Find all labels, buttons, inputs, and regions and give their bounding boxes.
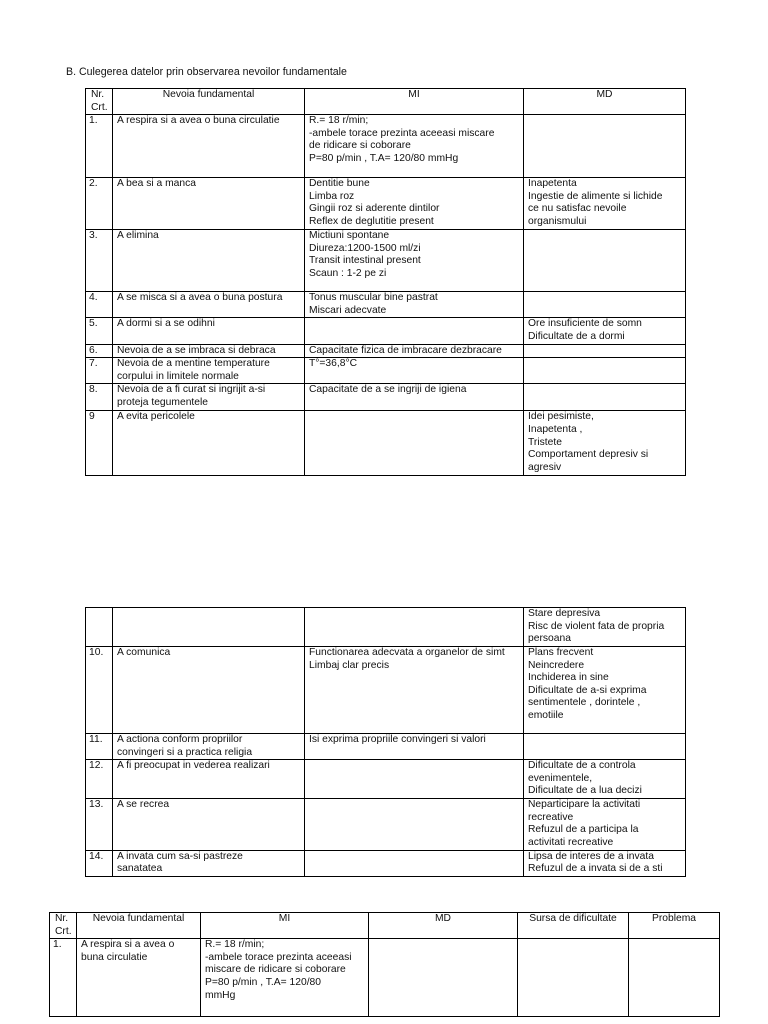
row-md: Stare depresiva Risc de violent fata de propria persoana: [524, 608, 686, 647]
table-row: [86, 230, 686, 292]
row-mi: R.= 18 r/min; -ambele torace prezinta aceeasi miscare de ridicare si coborare P=80 p/min , T.A= 120/80 mmHg: [201, 939, 369, 1017]
row-mi: [305, 318, 524, 344]
needs-table-3: [49, 912, 720, 1017]
table-row: [86, 178, 686, 230]
table-row: [86, 850, 686, 876]
row-md: Ore insuficiente de somn Dificultate de a dormi: [524, 318, 686, 344]
row-nr: 13.: [86, 799, 113, 850]
header-mi: MI: [201, 913, 369, 939]
row-nr: 12.: [86, 760, 113, 799]
table-row: [86, 799, 686, 850]
row-nr: 5.: [86, 318, 113, 344]
row-mi: R.= 18 r/min; -ambele torace prezinta aceeasi miscare de ridicare si coborare P=80 p/min , T.A= 120/80 mmHg: [305, 115, 524, 178]
row-nevoia: A respira si a avea o buna circulatie: [77, 939, 201, 1017]
row-nr: 8.: [86, 384, 113, 411]
row-md: [524, 344, 686, 358]
header-problema: Problema: [629, 913, 720, 939]
table-row: [86, 358, 686, 384]
header-nevoia: Nevoia fundamental: [113, 89, 305, 115]
row-mi: [305, 608, 524, 647]
row-mi: [305, 850, 524, 876]
row-mi: T°=36,8°C: [305, 358, 524, 384]
header-row: [50, 913, 720, 939]
row-nevoia: A comunica: [113, 647, 305, 734]
row-nevoia: A actiona conform propriilor convingeri si a practica religia: [113, 734, 305, 760]
row-mi: Mictiuni spontane Diureza:1200-1500 ml/zi Transit intestinal present Scaun : 1-2 pe zi: [305, 230, 524, 292]
row-md: Idei pesimiste, Inapetenta , Tristete Comportament depresiv si agresiv: [524, 411, 686, 476]
section-heading: B. Culegerea datelor prin observarea nevoilor fundamentale: [66, 66, 347, 78]
row-nevoia: A se recrea: [113, 799, 305, 850]
table-row: [86, 344, 686, 358]
header-nr: Nr. Crt.: [86, 89, 113, 115]
table-row: [86, 292, 686, 318]
row-nr: 7.: [86, 358, 113, 384]
row-nevoia: A bea si a manca: [113, 178, 305, 230]
row-mi: [305, 799, 524, 850]
row-nevoia: [113, 608, 305, 647]
row-mi: [305, 760, 524, 799]
header-nevoia: Nevoia fundamental: [77, 913, 201, 939]
row-md: [369, 939, 518, 1017]
header-md: MD: [524, 89, 686, 115]
table-row: [86, 760, 686, 799]
table-row: [86, 318, 686, 344]
header-row: [86, 89, 686, 115]
table-row: [50, 939, 720, 1017]
table-row: [86, 647, 686, 734]
row-nr: 3.: [86, 230, 113, 292]
row-nevoia: A dormi si a se odihni: [113, 318, 305, 344]
row-mi: Isi exprima propriile convingeri si valori: [305, 734, 524, 760]
row-nevoia: A respira si a avea o buna circulatie: [113, 115, 305, 178]
header-md: MD: [369, 913, 518, 939]
needs-table-1: [85, 88, 686, 476]
row-nr: 2.: [86, 178, 113, 230]
row-nevoia: Nevoia de a mentine temperature corpului in limitele normale: [113, 358, 305, 384]
row-mi: Capacitate fizica de imbracare dezbracare: [305, 344, 524, 358]
row-nr: 6.: [86, 344, 113, 358]
needs-table-2: [85, 607, 686, 877]
header-nr: Nr. Crt.: [50, 913, 77, 939]
row-md: Plans frecvent Neincredere Inchiderea in sine Dificultate de a-si exprima sentimentele , dorintele , emotiile: [524, 647, 686, 734]
row-mi: Tonus muscular bine pastrat Miscari adecvate: [305, 292, 524, 318]
table-row: [86, 734, 686, 760]
row-nevoia: A elimina: [113, 230, 305, 292]
row-nr: 10.: [86, 647, 113, 734]
row-md: Dificultate de a controla evenimentele, Dificultate de a lua decizi: [524, 760, 686, 799]
row-nr: [86, 608, 113, 647]
table-row: [86, 411, 686, 476]
row-nr: 9: [86, 411, 113, 476]
table-row: [86, 608, 686, 647]
row-md: [524, 230, 686, 292]
row-md: [524, 115, 686, 178]
row-nr: 1.: [50, 939, 77, 1017]
row-md: Neparticipare la activitati recreative Refuzul de a participa la activitati recreative: [524, 799, 686, 850]
row-nevoia: A invata cum sa-si pastreze sanatatea: [113, 850, 305, 876]
header-mi: MI: [305, 89, 524, 115]
row-nr: 14.: [86, 850, 113, 876]
row-md: [524, 358, 686, 384]
row-nevoia: Nevoia de a se imbraca si debraca: [113, 344, 305, 358]
row-nevoia: A fi preocupat in vederea realizari: [113, 760, 305, 799]
row-nr: 1.: [86, 115, 113, 178]
row-md: Lipsa de interes de a invata Refuzul de a invata si de a sti: [524, 850, 686, 876]
row-nr: 4.: [86, 292, 113, 318]
table-row: [86, 384, 686, 411]
row-md: [524, 384, 686, 411]
row-md: Inapetenta Ingestie de alimente si lichide ce nu satisfac nevoile organismului: [524, 178, 686, 230]
row-md: [524, 734, 686, 760]
row-mi: [305, 411, 524, 476]
row-md: [524, 292, 686, 318]
header-sursa: Sursa de dificultate: [518, 913, 629, 939]
row-nr: 11.: [86, 734, 113, 760]
row-mi: Functionarea adecvata a organelor de simt Limbaj clar precis: [305, 647, 524, 734]
row-nevoia: A se misca si a avea o buna postura: [113, 292, 305, 318]
row-nevoia: Nevoia de a fi curat si ingrijit a-si proteja tegumentele: [113, 384, 305, 411]
table-row: [86, 115, 686, 178]
row-mi: Capacitate de a se ingriji de igiena: [305, 384, 524, 411]
row-mi: Dentitie bune Limba roz Gingii roz si aderente dintilor Reflex de deglutitie present: [305, 178, 524, 230]
row-sursa: [518, 939, 629, 1017]
row-problema: [629, 939, 720, 1017]
row-nevoia: A evita pericolele: [113, 411, 305, 476]
